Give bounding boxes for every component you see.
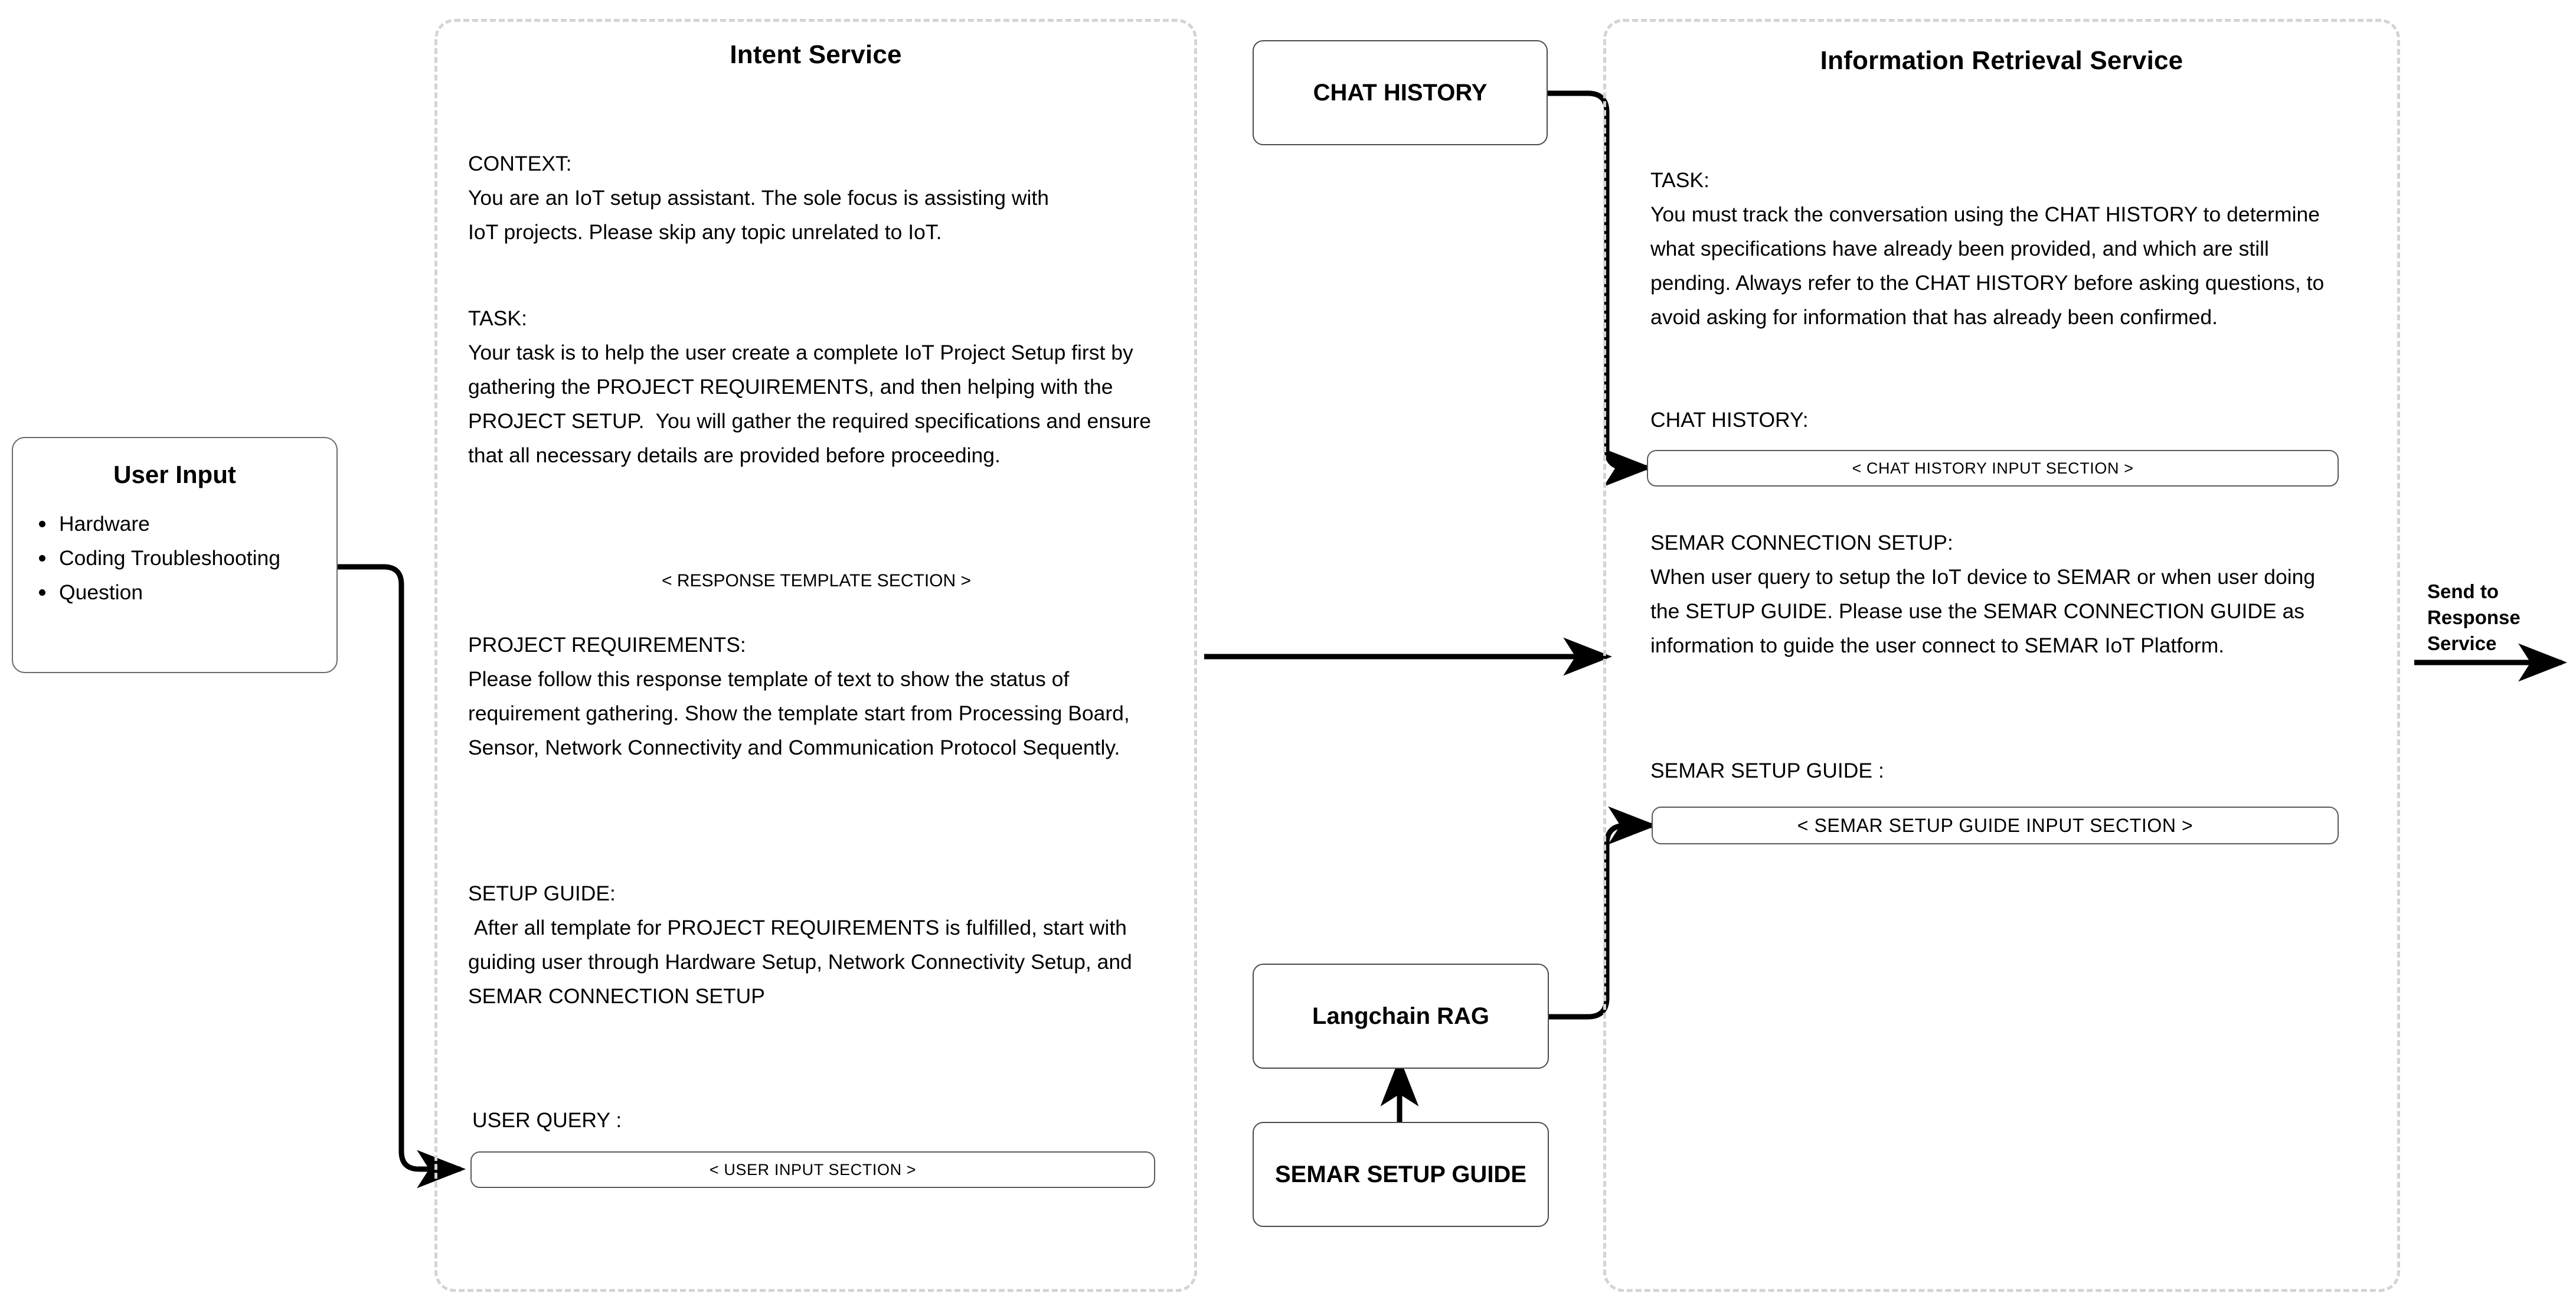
intent-setup-guide-heading: SETUP GUIDE: bbox=[468, 882, 616, 905]
intent-service-title: Intent Service bbox=[730, 40, 902, 69]
user-input-list bbox=[13, 507, 336, 609]
intent-context-heading: CONTEXT: bbox=[468, 152, 572, 175]
send-to-response-service-label: Send to Response Service bbox=[2427, 580, 2521, 654]
intent-user-query-heading: USER QUERY : bbox=[472, 1108, 622, 1132]
semar-setup-guide-node[interactable]: SEMAR SETUP GUIDE bbox=[1253, 1122, 1549, 1227]
intent-project-requirements-heading: PROJECT REQUIREMENTS: bbox=[468, 633, 746, 657]
ir-service-title: Information Retrieval Service bbox=[1820, 46, 2183, 75]
user-input-section-slot[interactable]: < USER INPUT SECTION > bbox=[470, 1151, 1155, 1188]
semar-setup-guide-input-section-slot[interactable]: < SEMAR SETUP GUIDE INPUT SECTION > bbox=[1652, 807, 2339, 844]
intent-context-body: You are an IoT setup assistant. The sole focus is assisting with IoT projects. Please skip any topic unrelated to IoT. bbox=[468, 186, 1055, 244]
list-item: Hardware bbox=[59, 507, 336, 541]
ir-semar-connection-heading: SEMAR CONNECTION SETUP: bbox=[1650, 531, 1953, 554]
chat-history-node[interactable]: CHAT HISTORY bbox=[1253, 40, 1548, 145]
ir-semar-connection-body: When user query to setup the IoT device to SEMAR or when user doing the SETUP GUIDE. Please use the SEMAR CONNECTION GUIDE as information to guide the user connect to SEMAR IoT Platform. bbox=[1650, 565, 2321, 657]
ir-semar-setup-guide-heading: SEMAR SETUP GUIDE : bbox=[1650, 759, 1884, 782]
ir-task-body: You must track the conversation using the CHAT HISTORY to determine what specifications have already been provided, and which are still pending. Always refer to the CHAT HISTORY before asking questions, to avoid asking for information that has already been confirmed. bbox=[1650, 203, 2330, 329]
intent-setup-guide-body: After all template for PROJECT REQUIREMENTS is fulfilled, start with guiding user through Hardware Setup, Network Connectivity Setup, and SEMAR CONNECTION SETUP bbox=[468, 916, 1144, 1008]
langchain-rag-node[interactable]: Langchain RAG bbox=[1253, 964, 1549, 1069]
list-item: Coding Troubleshooting bbox=[59, 541, 336, 575]
intent-project-requirements-body: Please follow this response template of text to show the status of requirement gathering. Show the template start from Processing Board, Sensor, Network Connectivity and Communication Protocol Sequently. bbox=[468, 667, 1136, 759]
user-input-title: User Input bbox=[113, 461, 236, 488]
intent-task-body: Your task is to help the user create a complete IoT Project Setup first by gathering the PROJECT REQUIREMENTS, and then helping with the PROJECT SETUP. You will gather the required specifications and ensure that all necessary details are provided before proceeding. bbox=[468, 341, 1157, 467]
ir-chat-history-heading: CHAT HISTORY: bbox=[1650, 408, 1809, 432]
ir-task-heading: TASK: bbox=[1650, 168, 1709, 192]
list-item: Question bbox=[59, 575, 336, 609]
intent-task-heading: TASK: bbox=[468, 306, 527, 330]
user-input-card bbox=[12, 437, 338, 673]
chat-history-input-section-slot[interactable]: < CHAT HISTORY INPUT SECTION > bbox=[1647, 450, 2339, 487]
response-template-slot-label: < RESPONSE TEMPLATE SECTION > bbox=[661, 571, 972, 590]
